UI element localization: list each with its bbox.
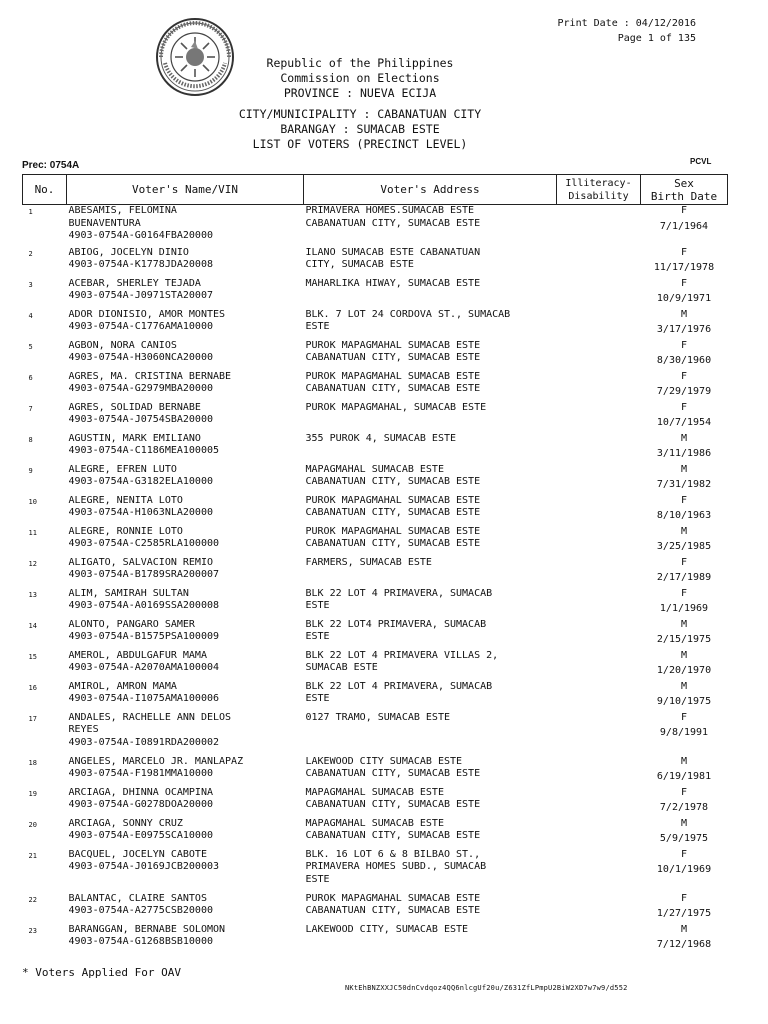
voter-birth-date: 9/10/1975	[656, 696, 712, 707]
precinct-label: Prec: 0754A	[22, 160, 80, 171]
barangay-line: BARANGAY : SUMACAB ESTE	[280, 122, 440, 136]
table-row	[23, 681, 728, 712]
voter-sex: F	[680, 848, 688, 860]
voter-vin: 4903-0754A-A2070AMA100004	[68, 662, 220, 673]
voter-address-line: MAPAGMAHAL SUMACAB ESTE	[305, 817, 444, 829]
voter-birth-date: 2/17/1989	[656, 572, 712, 583]
voter-address-line: LAKEWOOD CITY SUMACAB ESTE	[305, 755, 463, 767]
voter-vin: 4903-0754A-B1575PSA100009	[68, 631, 220, 642]
voter-vin: 4903-0754A-H1063NLA20000	[68, 507, 213, 518]
voter-name-vin	[67, 278, 304, 309]
voter-sex-birthdate	[641, 756, 728, 787]
table-header-row	[23, 175, 728, 205]
voter-vin: 4903-0754A-A2775CSB20000	[68, 905, 213, 916]
voter-sex: M	[680, 649, 688, 661]
voter-number: 23	[28, 926, 37, 935]
col-header-name: Voter's Name/VIN	[67, 175, 304, 205]
voter-name-vin	[67, 309, 304, 340]
table-row	[23, 588, 728, 619]
city-line: CITY/MUNICIPALITY : CABANATUAN CITY	[238, 107, 482, 121]
voter-address-line: LAKEWOOD CITY, SUMACAB ESTE	[305, 923, 469, 935]
voter-address-line: CABANATUAN CITY, SUMACAB ESTE	[305, 538, 481, 549]
voter-address	[304, 433, 557, 464]
voter-sex-birthdate	[641, 681, 728, 712]
table-row	[23, 495, 728, 526]
voter-name-line: ARCIAGA, SONNY CRUZ	[68, 817, 183, 829]
voter-number: 20	[28, 820, 37, 829]
voter-illiteracy-disability	[557, 588, 641, 619]
voter-address	[304, 247, 557, 278]
voter-name-line: ALEGRE, EFREN LUTO	[68, 463, 177, 475]
voter-illiteracy-disability	[557, 756, 641, 787]
voter-name-line: ABESAMIS, FELOMINA	[68, 205, 177, 216]
voter-vin: 4903-0754A-C1186MEA100005	[68, 445, 220, 456]
voter-name-vin	[67, 205, 304, 247]
voter-sex-birthdate	[641, 619, 728, 650]
voter-address-line: BLK. 16 LOT 6 & 8 BILBAO ST.,	[305, 848, 481, 860]
voter-name-line: ANDALES, RACHELLE ANN DELOS	[68, 711, 232, 723]
voter-vin: 4903-0754A-J0169JCB200003	[68, 861, 220, 872]
col-header-no: No.	[23, 175, 67, 205]
voter-address-line: CABANATUAN CITY, SUMACAB ESTE	[305, 476, 481, 487]
voter-address-line: BLK. 7 LOT 24 CORDOVA ST., SUMACAB	[305, 308, 511, 320]
voter-birth-date: 3/11/1986	[656, 448, 712, 459]
voter-address-line: ESTE	[305, 693, 330, 704]
voter-address-line: PRIMAVERA HOMES.SUMACAB ESTE	[305, 205, 475, 216]
voter-sex: F	[680, 711, 688, 723]
voter-address	[304, 924, 557, 955]
voter-name-line: BARANGGAN, BERNABE SOLOMON	[68, 923, 226, 935]
table-row	[23, 924, 728, 955]
voter-address	[304, 818, 557, 849]
voter-address	[304, 205, 557, 247]
voter-name-vin	[67, 495, 304, 526]
voter-birth-date: 8/10/1963	[656, 510, 712, 521]
voter-address-line: CABANATUAN CITY, SUMACAB ESTE	[305, 383, 481, 394]
voter-number: 18	[28, 758, 37, 767]
voter-vin: 4903-0754A-C2585RLA100000	[68, 538, 220, 549]
voter-illiteracy-disability	[557, 787, 641, 818]
voter-vin: 4903-0754A-B1789SRA200007	[68, 569, 220, 580]
voter-number: 16	[28, 683, 37, 692]
voter-address-line: ESTE	[305, 600, 330, 611]
voter-address-line: ILANO SUMACAB ESTE CABANATUAN	[305, 246, 481, 258]
voter-address-line: CABANATUAN CITY, SUMACAB ESTE	[305, 507, 481, 518]
table-row	[23, 849, 728, 893]
voter-name-line: ARCIAGA, DHINNA OCAMPINA	[68, 786, 213, 798]
voter-name-line: ADOR DIONISIO, AMOR MONTES	[68, 308, 226, 320]
voter-address	[304, 893, 557, 924]
voter-illiteracy-disability	[557, 495, 641, 526]
voter-address-line: BLK 22 LOT4 PRIMAVERA, SUMACAB	[305, 618, 487, 630]
voter-address-line: MAPAGMAHAL SUMACAB ESTE	[305, 463, 444, 475]
voter-sex: F	[680, 205, 688, 216]
voter-sex-birthdate	[641, 433, 728, 464]
voter-illiteracy-disability	[557, 309, 641, 340]
voter-name-vin	[67, 619, 304, 650]
voters-table	[22, 174, 728, 955]
voter-vin: 4903-0754A-K1778JDA20008	[68, 259, 213, 270]
voter-name-vin	[67, 712, 304, 756]
voter-address	[304, 309, 557, 340]
voter-address	[304, 756, 557, 787]
voter-name-vin	[67, 818, 304, 849]
voter-sex-birthdate	[641, 787, 728, 818]
voter-sex: F	[680, 587, 688, 599]
voter-name-vin	[67, 681, 304, 712]
voter-illiteracy-disability	[557, 526, 641, 557]
voter-number: 12	[28, 559, 37, 568]
voter-address-line: BLK 22 LOT 4 PRIMAVERA, SUMACAB	[305, 680, 493, 692]
voter-vin: 4903-0754A-J0754SBA20000	[68, 414, 213, 425]
voter-birth-date: 6/19/1981	[656, 771, 712, 782]
voter-address-line: CABANATUAN CITY, SUMACAB ESTE	[305, 830, 481, 841]
republic-title: Republic of the Philippines	[266, 56, 454, 70]
voter-name-line: ANGELES, MARCELO JR. MANLAPAZ	[68, 755, 244, 767]
voter-address-line: PUROK MAPAGMAHAL SUMACAB ESTE	[305, 494, 481, 506]
voter-address-line: PUROK MAPAGMAHAL SUMACAB ESTE	[305, 892, 481, 904]
voter-name-line: AGBON, NORA CANIOS	[68, 339, 177, 351]
document-header	[0, 56, 720, 152]
voter-sex: F	[680, 246, 688, 258]
voter-number: 22	[28, 895, 37, 904]
voter-birth-date: 1/27/1975	[656, 908, 712, 919]
voter-address	[304, 340, 557, 371]
table-row	[23, 340, 728, 371]
voter-address-line: ESTE	[305, 321, 330, 332]
voter-name-line: AGRES, MA. CRISTINA BERNABE	[68, 370, 232, 382]
table-row	[23, 650, 728, 681]
voter-name-line: AGUSTIN, MARK EMILIANO	[68, 432, 201, 444]
voter-birth-date: 3/25/1985	[656, 541, 712, 552]
voter-sex-birthdate	[641, 849, 728, 893]
voter-sex: F	[680, 401, 688, 413]
voter-address-line: CABANATUAN CITY, SUMACAB ESTE	[305, 799, 481, 810]
voters-body	[23, 205, 728, 955]
voter-sex: M	[680, 817, 688, 829]
voter-birth-date: 7/12/1968	[656, 939, 712, 950]
voter-illiteracy-disability	[557, 557, 641, 588]
voter-name-vin	[67, 924, 304, 955]
voter-illiteracy-disability	[557, 205, 641, 247]
voter-sex: M	[680, 463, 688, 475]
voter-address	[304, 278, 557, 309]
voter-name-line: AMEROL, ABDULGAFUR MAMA	[68, 649, 207, 661]
voter-vin: 4903-0754A-H3060NCA20000	[68, 352, 213, 363]
voter-birth-date: 10/1/1969	[656, 864, 712, 875]
voter-sex-birthdate	[641, 588, 728, 619]
voter-sex-birthdate	[641, 495, 728, 526]
voter-sex-birthdate	[641, 247, 728, 278]
voter-vin: 4903-0754A-C1776AMA10000	[68, 321, 213, 332]
voter-address	[304, 650, 557, 681]
col-header-illiteracy	[557, 175, 641, 205]
voter-address	[304, 371, 557, 402]
voter-vin: 4903-0754A-E0975SCA10000	[68, 830, 213, 841]
voter-vin: 4903-0754A-J0971STA20007	[68, 290, 213, 301]
voter-number: 4	[28, 311, 33, 320]
table-row	[23, 402, 728, 433]
voter-sex: M	[680, 525, 688, 537]
voter-illiteracy-disability	[557, 464, 641, 495]
voter-address-line: CABANATUAN CITY, SUMACAB ESTE	[305, 217, 481, 229]
pcvl-label: PCVL	[690, 157, 712, 166]
voter-number: 14	[28, 621, 37, 630]
table-row	[23, 526, 728, 557]
col-header-sex-birthdate	[641, 175, 728, 205]
voter-name-vin	[67, 756, 304, 787]
table-row	[23, 818, 728, 849]
table-row	[23, 371, 728, 402]
voter-number: 7	[28, 404, 33, 413]
voter-name-vin	[67, 588, 304, 619]
list-title: LIST OF VOTERS (PRECINCT LEVEL)	[252, 137, 468, 151]
voter-vin: 4903-0754A-A0169SSA200008	[68, 600, 220, 611]
voter-name-line: REYES	[68, 724, 99, 735]
voter-sex: M	[680, 432, 688, 444]
voter-address	[304, 464, 557, 495]
voter-address	[304, 588, 557, 619]
voter-name-vin	[67, 402, 304, 433]
voter-name-line: ALONTO, PANGARO SAMER	[68, 618, 195, 630]
voter-birth-date: 8/30/1960	[656, 355, 712, 366]
voter-name-line: ALIM, SAMIRAH SULTAN	[68, 587, 189, 599]
voter-sex-birthdate	[641, 712, 728, 756]
table-row	[23, 756, 728, 787]
voter-name-line: ALEGRE, RONNIE LOTO	[68, 525, 183, 537]
voter-sex: F	[680, 494, 688, 506]
voter-sex: F	[680, 339, 688, 351]
voter-illiteracy-disability	[557, 619, 641, 650]
voter-name-line: ABIOG, JOCELYN DINIO	[68, 246, 189, 258]
commission-title: Commission on Elections	[280, 71, 440, 85]
voter-number: 17	[28, 714, 37, 723]
voter-illiteracy-disability	[557, 247, 641, 278]
voter-number: 6	[28, 373, 33, 382]
print-date: Print Date : 04/12/2016	[557, 18, 696, 29]
voter-address-line: PUROK MAPAGMAHAL, SUMACAB ESTE	[305, 401, 487, 413]
voter-illiteracy-disability	[557, 433, 641, 464]
voter-sex: M	[680, 923, 688, 935]
voter-sex-birthdate	[641, 924, 728, 955]
voter-name-line: ACEBAR, SHERLEY TEJADA	[68, 277, 201, 289]
voter-address	[304, 557, 557, 588]
voter-birth-date: 7/31/1982	[656, 479, 712, 490]
voter-address-line: 355 PUROK 4, SUMACAB ESTE	[305, 432, 457, 444]
voter-address	[304, 681, 557, 712]
table-row	[23, 247, 728, 278]
col-header-illiteracy-line2: Disability	[568, 190, 629, 202]
voter-vin: 4903-0754A-F1981MMA10000	[68, 768, 213, 779]
voter-number: 9	[28, 466, 33, 475]
voter-sex: M	[680, 618, 688, 630]
voter-address-line: CABANATUAN CITY, SUMACAB ESTE	[305, 352, 481, 363]
voter-sex: M	[680, 755, 688, 767]
voter-illiteracy-disability	[557, 893, 641, 924]
voter-vin: 4903-0754A-G2979MBA20000	[68, 383, 213, 394]
voter-name-vin	[67, 433, 304, 464]
table-row	[23, 205, 728, 247]
voter-number: 10	[28, 497, 37, 506]
voter-name-vin	[67, 464, 304, 495]
voter-sex: F	[680, 786, 688, 798]
voter-address	[304, 402, 557, 433]
voter-address-line: FARMERS, SUMACAB ESTE	[305, 556, 432, 568]
voter-birth-date: 9/8/1991	[659, 727, 709, 738]
voter-name-vin	[67, 650, 304, 681]
table-row	[23, 309, 728, 340]
voter-name-vin	[67, 371, 304, 402]
voter-sex: F	[680, 556, 688, 568]
voter-name-vin	[67, 526, 304, 557]
voter-birth-date: 5/9/1975	[659, 833, 709, 844]
table-row	[23, 893, 728, 924]
voter-vin: 4903-0754A-I1075AMA100006	[68, 693, 220, 704]
voter-sex-birthdate	[641, 526, 728, 557]
voter-sex-birthdate	[641, 205, 728, 247]
voter-address-line: PUROK MAPAGMAHAL SUMACAB ESTE	[305, 339, 481, 351]
page-number: Page 1 of 135	[617, 33, 696, 44]
voter-illiteracy-disability	[557, 371, 641, 402]
voter-name-vin	[67, 557, 304, 588]
voter-address-line: ESTE	[305, 873, 330, 885]
voter-sex-birthdate	[641, 371, 728, 402]
col-header-sex: Sex	[674, 176, 694, 190]
voter-illiteracy-disability	[557, 849, 641, 893]
voter-address-line: BLK 22 LOT 4 PRIMAVERA, SUMACAB	[305, 587, 493, 599]
voter-vin: 4903-0754A-G0278DOA20000	[68, 799, 213, 810]
voter-illiteracy-disability	[557, 402, 641, 433]
footnote: * Voters Applied For OAV	[22, 966, 181, 979]
voter-illiteracy-disability	[557, 340, 641, 371]
voter-birth-date: 1/1/1969	[659, 603, 709, 614]
voter-name-line: AMIROL, AMRON MAMA	[68, 680, 177, 692]
voter-address-line: CITY, SUMACAB ESTE	[305, 259, 414, 270]
voter-name-vin	[67, 340, 304, 371]
voter-name-line: AGRES, SOLIDAD BERNABE	[68, 401, 201, 413]
voter-vin: 4903-0754A-G3182ELA10000	[68, 476, 213, 487]
voter-sex-birthdate	[641, 893, 728, 924]
voter-sex-birthdate	[641, 278, 728, 309]
voter-sex-birthdate	[641, 309, 728, 340]
voter-birth-date: 11/17/1978	[653, 262, 715, 273]
province-line: PROVINCE : NUEVA ECIJA	[283, 86, 437, 100]
voter-address-line: PRIMAVERA HOMES SUBD., SUMACAB	[305, 861, 487, 872]
voter-birth-date: 3/17/1976	[656, 324, 712, 335]
voter-address	[304, 495, 557, 526]
voter-address-line: MAHARLIKA HIWAY, SUMACAB ESTE	[305, 277, 481, 289]
voter-birth-date: 7/2/1978	[659, 802, 709, 813]
voter-address	[304, 787, 557, 818]
voter-sex-birthdate	[641, 557, 728, 588]
voter-vin: 4903-0754A-G1268BSB10000	[68, 936, 213, 947]
voter-number: 13	[28, 590, 37, 599]
voter-address-line: 0127 TRAMO, SUMACAB ESTE	[305, 711, 450, 723]
voter-name-vin	[67, 893, 304, 924]
table-row	[23, 787, 728, 818]
voter-illiteracy-disability	[557, 712, 641, 756]
voter-address	[304, 712, 557, 756]
table-row	[23, 557, 728, 588]
voter-number: 5	[28, 342, 33, 351]
voter-illiteracy-disability	[557, 924, 641, 955]
col-header-birth-date: Birth Date	[650, 189, 718, 203]
voter-sex: F	[680, 277, 688, 289]
print-info	[558, 16, 696, 46]
table-row	[23, 619, 728, 650]
voter-sex-birthdate	[641, 818, 728, 849]
voter-sex: F	[680, 370, 688, 382]
voter-sex-birthdate	[641, 650, 728, 681]
voter-birth-date: 7/29/1979	[656, 386, 712, 397]
voter-sex-birthdate	[641, 402, 728, 433]
voter-address-line: ESTE	[305, 631, 330, 642]
voter-name-line: BALANTAC, CLAIRE SANTOS	[68, 892, 207, 904]
document-hash: NKtEhBNZXXJC50dnCvdqoz4QQ6nlcgUf20u/Z631ZfLPmpU2BiW2XD7w7w9/d552	[345, 984, 628, 992]
voter-name-line: BACQUEL, JOCELYN CABOTE	[68, 848, 207, 860]
col-header-address: Voter's Address	[304, 175, 557, 205]
voter-number: 15	[28, 652, 37, 661]
voter-address-line: MAPAGMAHAL SUMACAB ESTE	[305, 786, 444, 798]
voter-address	[304, 526, 557, 557]
voter-address-line: PUROK MAPAGMAHAL SUMACAB ESTE	[305, 525, 481, 537]
voter-number: 3	[28, 280, 33, 289]
voter-number: 11	[28, 528, 37, 537]
voter-vin: 4903-0754A-I0891RDA200002	[68, 736, 220, 748]
voter-illiteracy-disability	[557, 278, 641, 309]
table-row	[23, 712, 728, 756]
voter-name-vin	[67, 849, 304, 893]
voter-name-vin	[67, 247, 304, 278]
voter-sex: M	[680, 680, 688, 692]
voter-number: 19	[28, 789, 37, 798]
voter-sex-birthdate	[641, 340, 728, 371]
voter-address-line: PUROK MAPAGMAHAL SUMACAB ESTE	[305, 370, 481, 382]
voter-illiteracy-disability	[557, 650, 641, 681]
voter-birth-date: 1/20/1970	[656, 665, 712, 676]
voter-name-line: ALEGRE, NENITA LOTO	[68, 494, 183, 506]
voter-address	[304, 849, 557, 893]
voter-sex-birthdate	[641, 464, 728, 495]
voter-birth-date: 7/1/1964	[659, 220, 709, 232]
voter-name-line: ALIGATO, SALVACION REMIO	[68, 556, 213, 568]
voter-birth-date: 10/9/1971	[656, 293, 712, 304]
table-row	[23, 278, 728, 309]
voter-address	[304, 619, 557, 650]
voter-illiteracy-disability	[557, 818, 641, 849]
voter-name-line: BUENAVENTURA	[68, 217, 141, 229]
voter-address-line: CABANATUAN CITY, SUMACAB ESTE	[305, 905, 481, 916]
table-row	[23, 433, 728, 464]
col-header-illiteracy-line1: Illiteracy-	[565, 177, 632, 189]
voter-sex: M	[680, 308, 688, 320]
voter-address-line: CABANATUAN CITY, SUMACAB ESTE	[305, 768, 481, 779]
voter-number: 2	[28, 249, 33, 258]
voter-vin: 4903-0754A-G0164FBA20000	[68, 230, 213, 241]
table-row	[23, 464, 728, 495]
voter-number: 8	[28, 435, 33, 444]
voter-number: 21	[28, 851, 37, 860]
voter-address-line: SUMACAB ESTE	[305, 662, 378, 673]
voter-name-vin	[67, 787, 304, 818]
voter-number: 1	[28, 208, 33, 216]
voter-illiteracy-disability	[557, 681, 641, 712]
voter-birth-date: 2/15/1975	[656, 634, 712, 645]
voter-birth-date: 10/7/1954	[656, 417, 712, 428]
voter-address-line: BLK 22 LOT 4 PRIMAVERA VILLAS 2,	[305, 649, 499, 661]
voter-sex: F	[680, 892, 688, 904]
